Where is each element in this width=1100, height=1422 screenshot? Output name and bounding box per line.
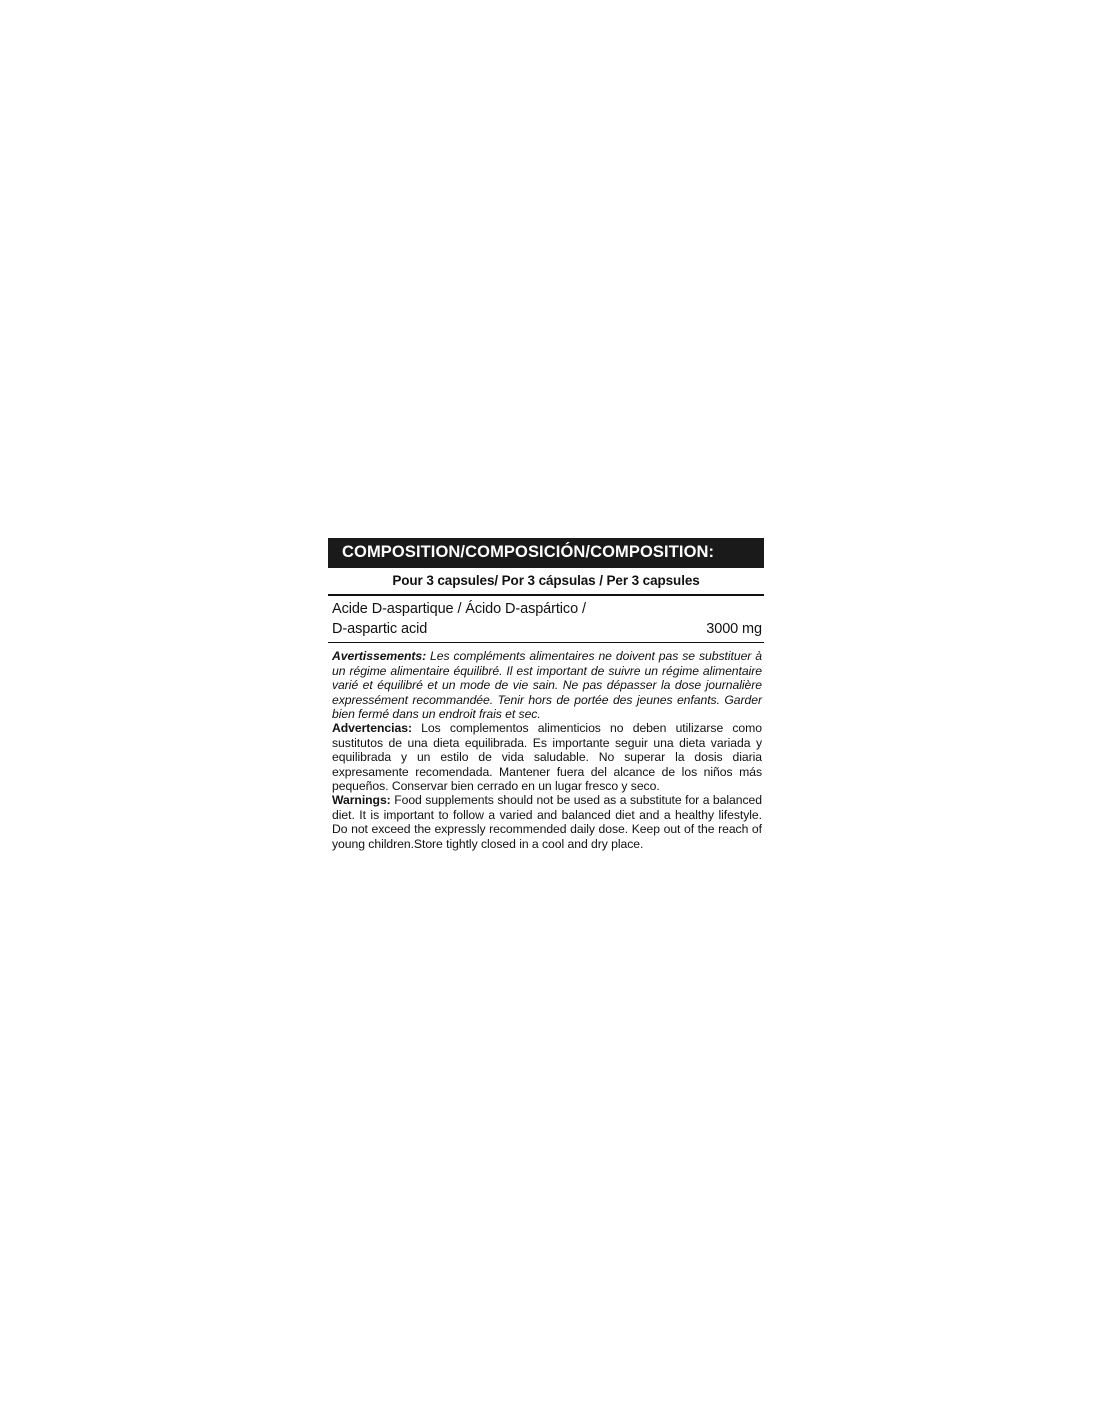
- warning-label-en: Warnings:: [332, 793, 391, 808]
- serving-size-text: Pour 3 capsules/ Por 3 cápsulas / Per 3 capsules: [392, 573, 700, 589]
- supplement-facts-panel: [328, 538, 764, 851]
- warning-label-es: Advertencias:: [332, 721, 412, 736]
- ingredient-name-line-1: Acide D-aspartique / Ácido D-aspártico /: [332, 601, 586, 618]
- warnings-section: [328, 643, 764, 850]
- serving-size-row: [328, 568, 764, 596]
- ingredient-name-line-2: D-aspartic acid: [332, 620, 428, 637]
- warning-text-en: Food supplements should not be used as a substitute for a balanced diet. It is important to follow a varied and balanced diet and a healthy lifestyle. Do not exceed the expressly recommended daily dose. Keep out of the reach of young children.Store tightly closed in a cool and dry place.: [332, 793, 762, 851]
- warning-label-fr: Avertissements:: [332, 649, 427, 664]
- warning-paragraph-es: [332, 721, 762, 793]
- warning-text-fr: Les compléments alimentaires ne doivent pas se substituer à un régime alimentaire équilibré. Il est important de suivre un régime alimentaire varié et équilibré et un mode de vie sain. Ne pas dépasser la dose journalière expressément recommandée. Tenir hors de portée des jeunes enfants. Garder bien fermé dans un endroit frais et sec.: [332, 649, 762, 721]
- composition-header: COMPOSITION/COMPOSICIÓN/COMPOSITION:: [328, 538, 764, 568]
- warning-paragraph-fr: [332, 649, 762, 721]
- ingredient-amount: 3000 mg: [706, 620, 762, 637]
- ingredient-row: [328, 596, 764, 643]
- warning-paragraph-en: [332, 793, 762, 851]
- warning-text-es: Los complementos alimenticios no deben utilizarse como sustitutos de una dieta equilibrada. Es importante seguir una dieta variada y equilibrada y un estilo de vida saludable. No superar la dosis diaria expresamente recomendada. Mantener fuera del alcance de los niños más pequeños. Conservar bien cerrado en un lugar fresco y seco.: [332, 721, 762, 793]
